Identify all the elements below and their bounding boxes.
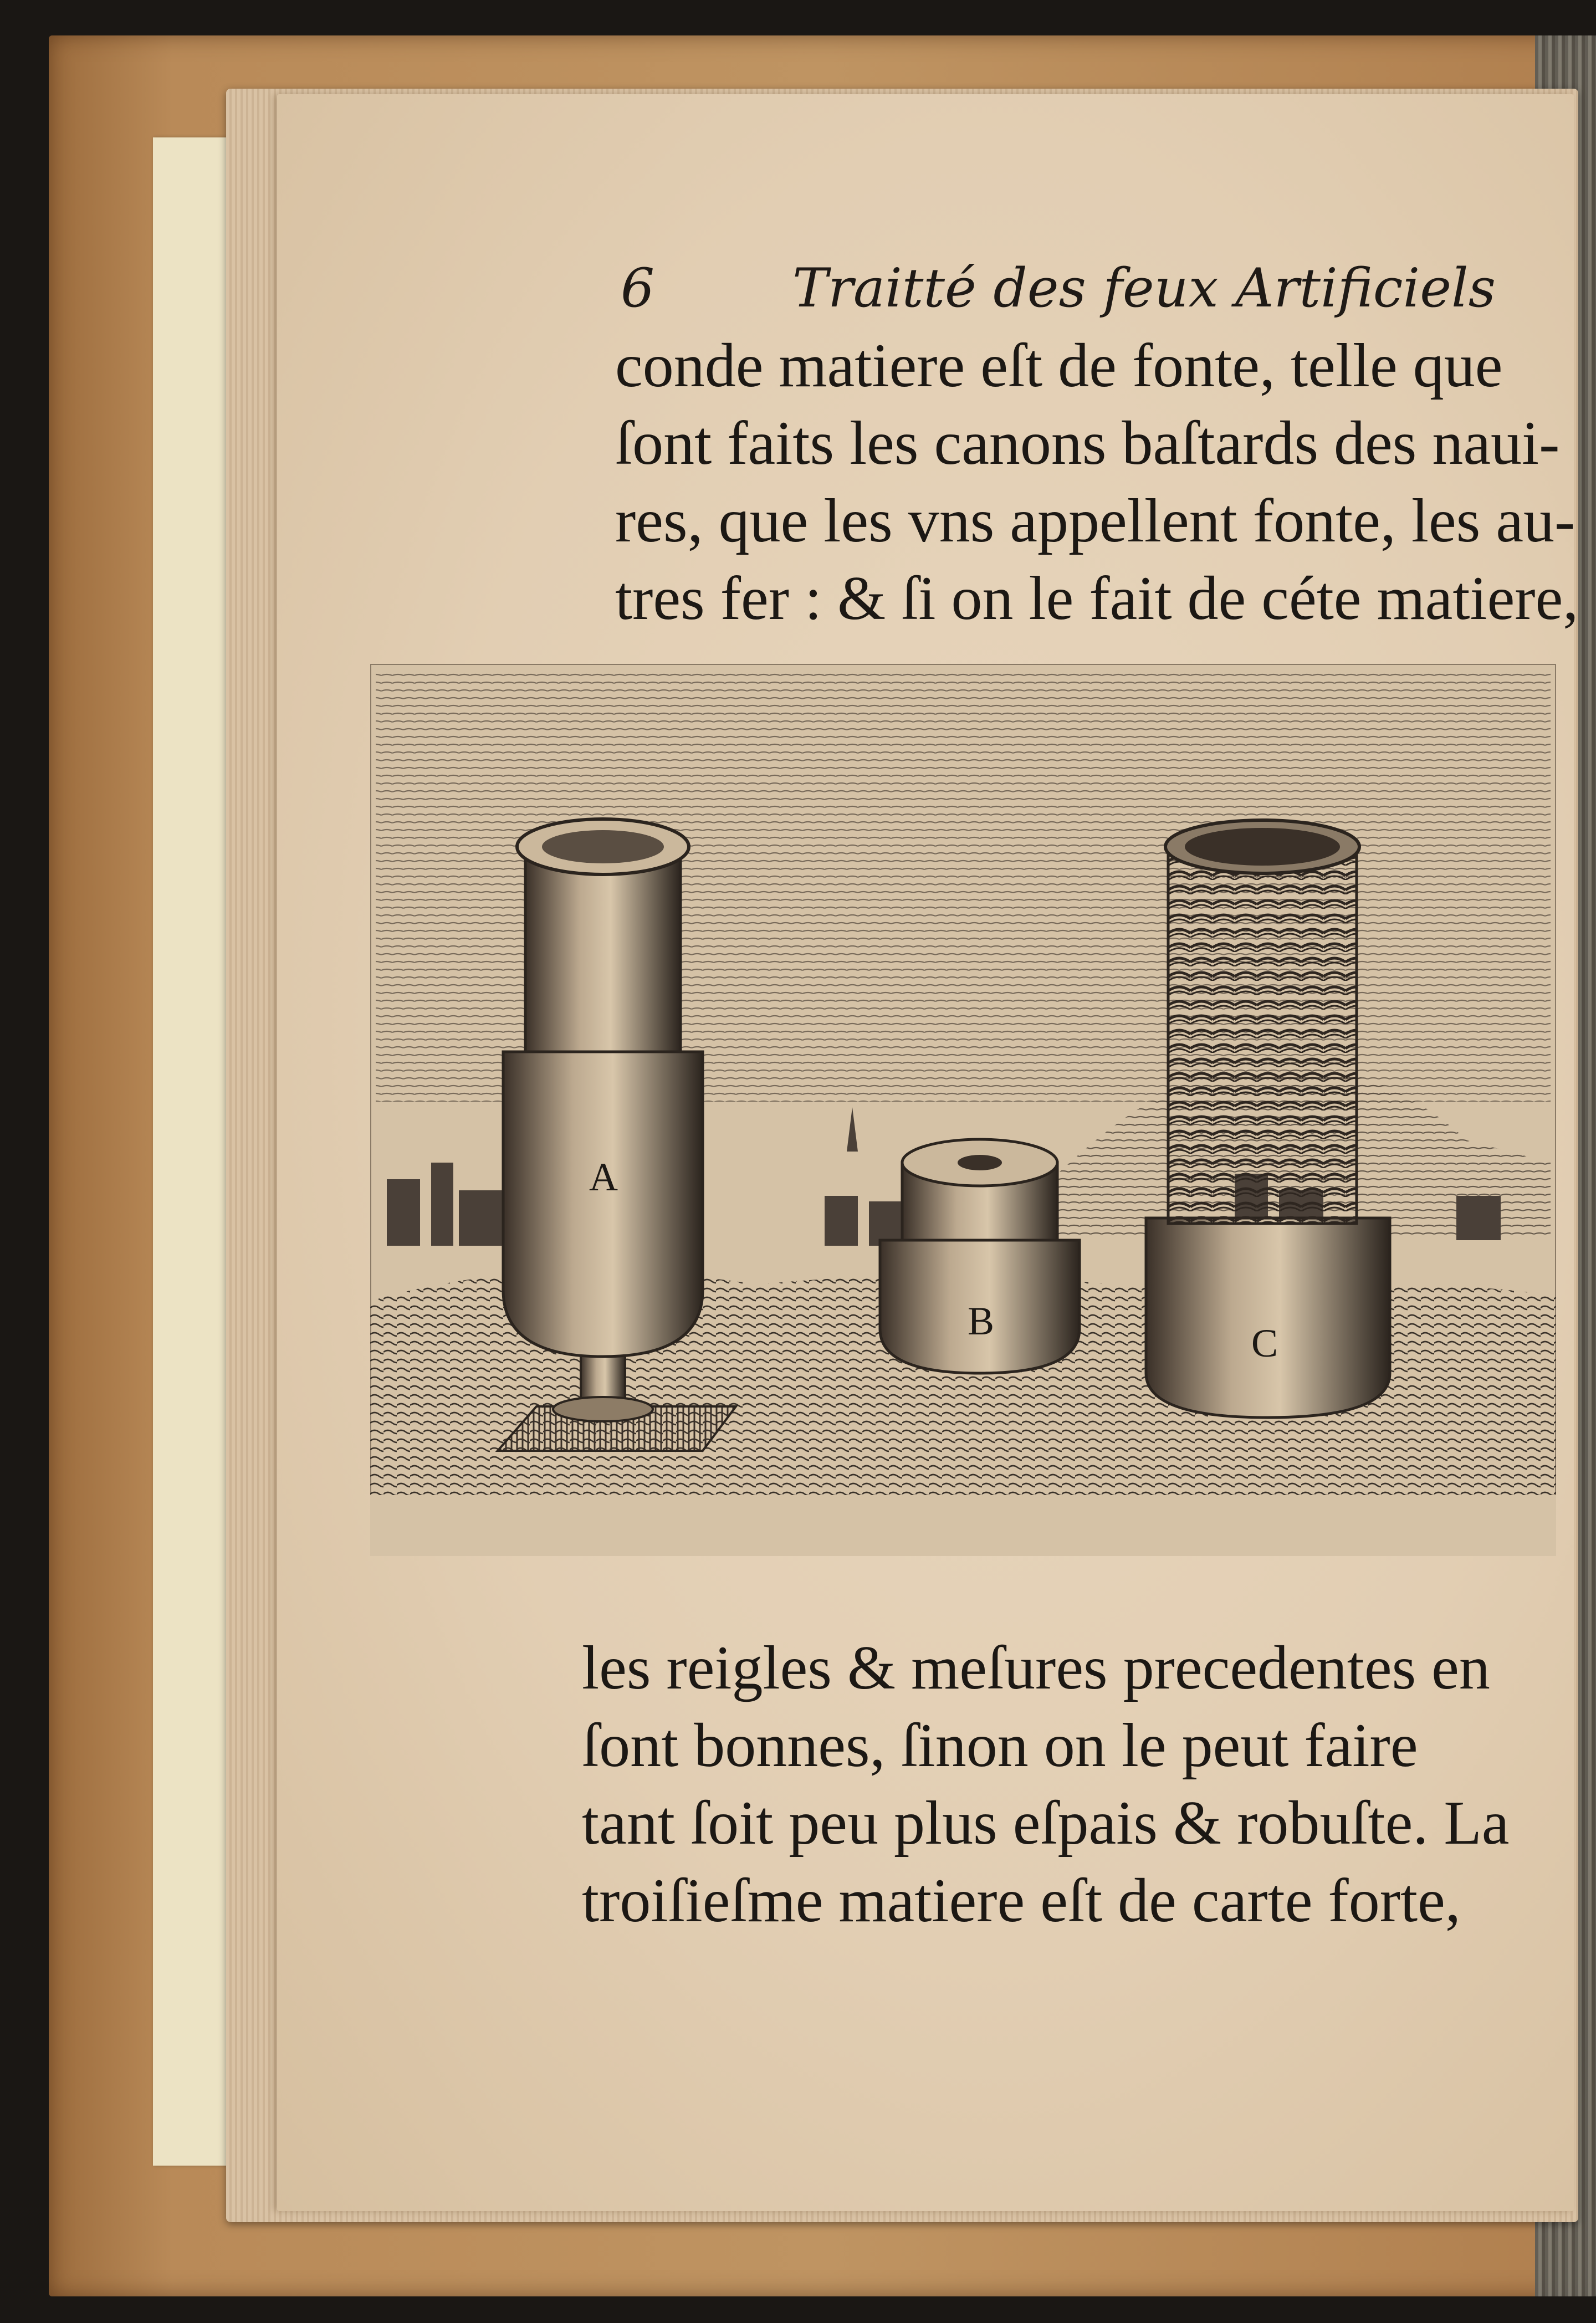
running-head xyxy=(621,238,1563,338)
running-title: Traitté des feux Artificiels xyxy=(792,257,1496,319)
text-line: ſont bonnes, ſinon on le peut faire xyxy=(582,1711,1418,1780)
text-line: conde matiere eſt de fonte, telle que xyxy=(615,331,1503,400)
plate-label-c: C xyxy=(1251,1321,1278,1365)
text-line: tant ſoit peu plus eſpais & robuſte. La xyxy=(582,1789,1510,1858)
engraving-illustration xyxy=(370,664,1556,1556)
text-after-plate xyxy=(582,1629,1524,1940)
engraving-plate xyxy=(370,664,1556,1556)
text-line: res, que les vns appellent fonte, les au- xyxy=(615,487,1575,555)
plate-label-b: B xyxy=(968,1299,995,1343)
page-number: 6 xyxy=(621,257,655,319)
text-line: ſont faits les canons baſtards des naui- xyxy=(615,409,1560,478)
mortar-c xyxy=(1146,820,1390,1418)
plate-label-a: A xyxy=(589,1155,618,1199)
text-line: troiſieſme matiere eſt de carte forte, xyxy=(582,1866,1461,1935)
text-line: les reigles & meſures precedentes en xyxy=(582,1634,1490,1702)
text-before-plate xyxy=(615,327,1579,637)
text-line: tres fer : & ſi on le fait de céte matiere, xyxy=(615,564,1579,633)
mortar-b xyxy=(880,1139,1080,1373)
flyleaf xyxy=(153,137,236,2166)
